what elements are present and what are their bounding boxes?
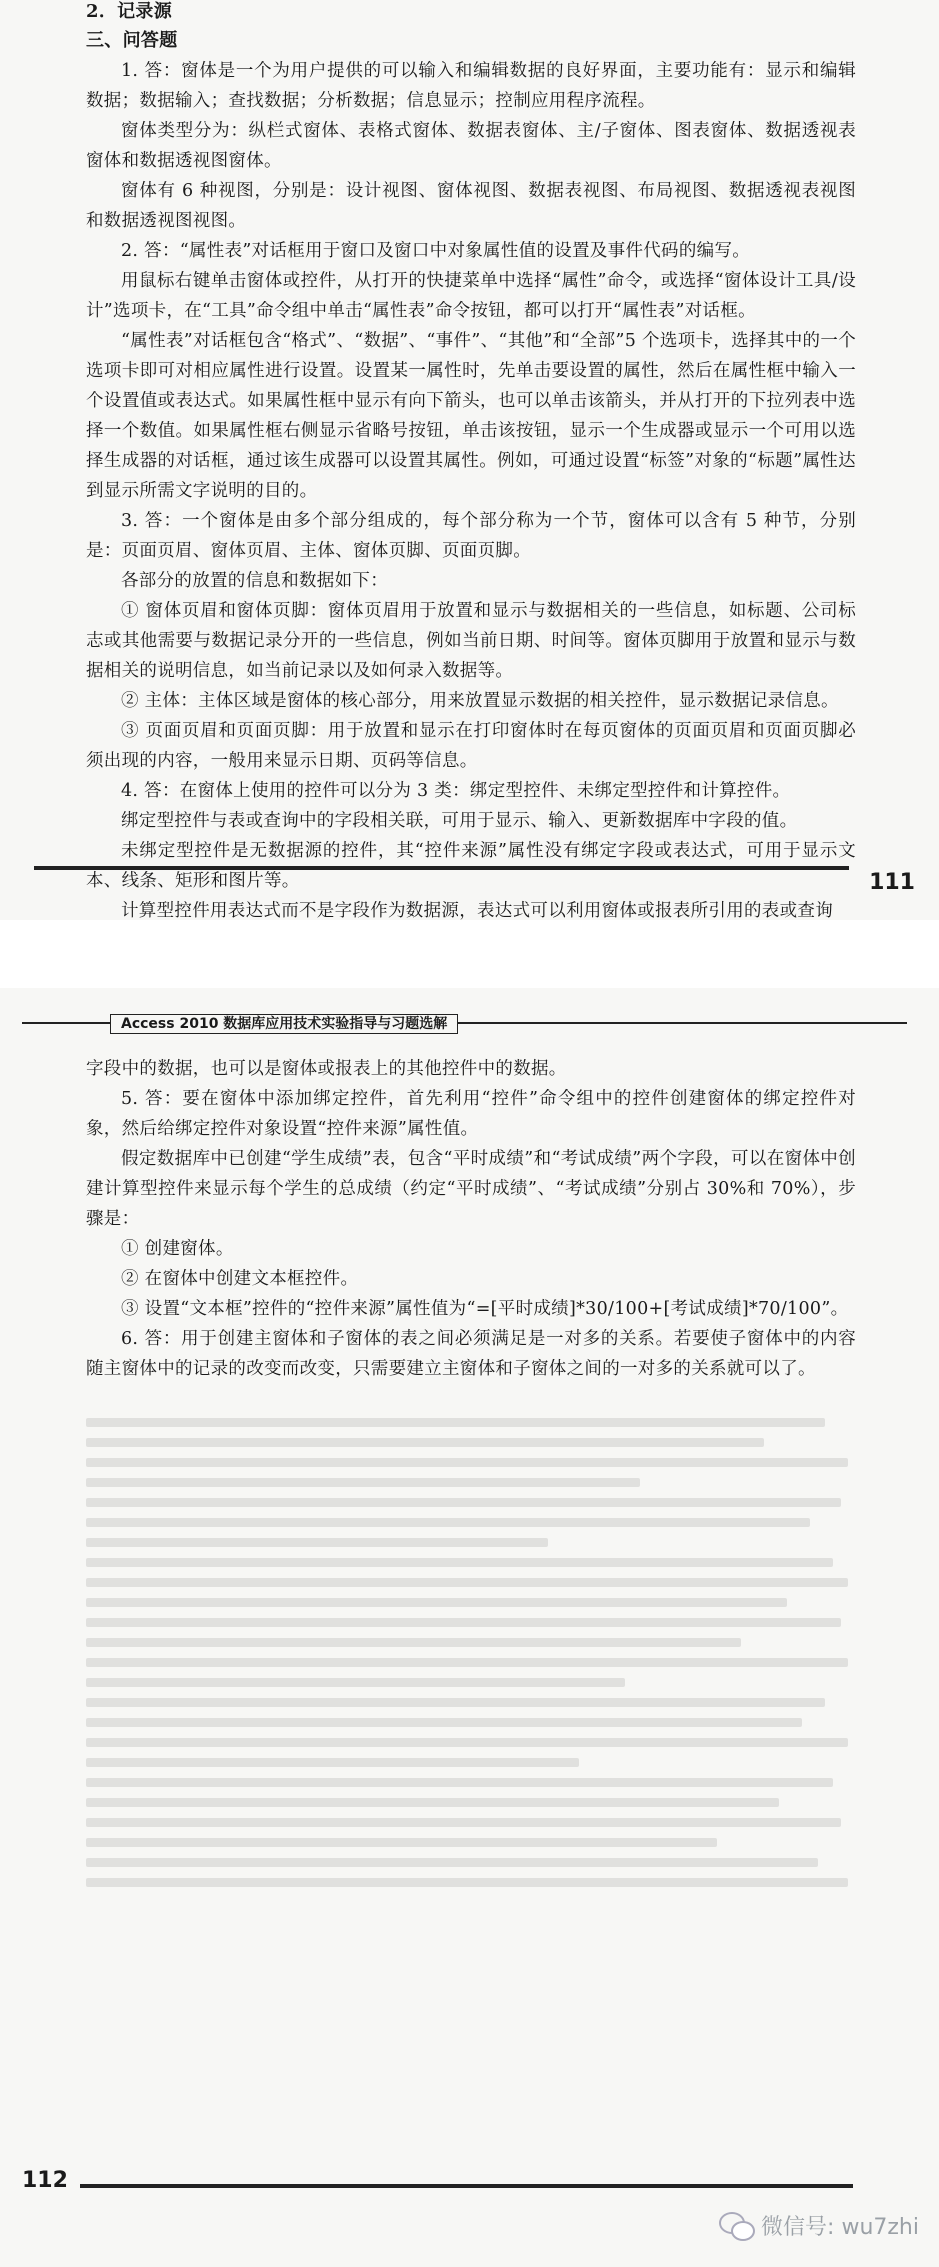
header-title: Access 2010 数据库应用技术实验指导与习题选解 [110,1014,458,1034]
paragraph: “属性表”对话框包含“格式”、“数据”、“事件”、“其他”和“全部”5 个选项卡，选择其中的一个选项卡即可对相应属性进行设置。设置某一属性时，先单击要设置的属性，然后在属性框中输入一个设置值或表达式。如果属性框中显示有向下箭头，也可以单击该箭头，并从打开的下拉列表中选择一个数值。如果属性框右侧显示省略号按钮，单击该按钮，显示一个生成器或显示一个可用以选择生成器的对话框，通过该生成器可以设置其属性。例如，可通过设置“标签”对象的“标题”属性达到显示所需文字说明的目的。 [86,331,856,501]
paragraph: ② 主体：主体区域是窗体的核心部分，用来放置显示数据的相关控件，显示数据记录信息。 [121,691,839,711]
footer-rule [34,866,849,870]
page-111 [0,0,939,920]
bleed-through-texture [86,1408,856,2148]
paragraph: 绑定型控件与表或查询中的字段相关联，可用于显示、输入、更新数据库中字段的值。 [121,811,798,831]
paragraph: 4. 答：在窗体上使用的控件可以分为 3 类：绑定型控件、未绑定型控件和计算控件。 [121,781,791,801]
page-number: 111 [869,870,915,895]
paragraph: ① 创建窗体。 [121,1239,234,1259]
heading-partial: 2．记录源 [86,1,173,22]
paragraph: 6. 答：用于创建主窗体和子窗体的表之间必须满足是一对多的关系。若要使子窗体中的内容随主窗体中的记录的改变而改变，只需要建立主窗体和子窗体之间的一对多的关系就可以了。 [86,1329,856,1379]
page-112 [0,988,939,2267]
paragraph: 2. 答：“属性表”对话框用于窗口及窗口中对象属性值的设置及事件代码的编写。 [121,241,751,261]
paragraph: 5. 答：要在窗体中添加绑定控件，首先利用“控件”命令组中的控件创建窗体的绑定控件对象，然后给绑定控件对象设置“控件来源”属性值。 [86,1089,856,1139]
paragraph: ① 窗体页眉和窗体页脚：窗体页眉用于放置和显示与数据相关的一些信息，如标题、公司标志或其他需要与数据记录分开的一些信息，例如当前日期、时间等。窗体页脚用于放置和显示与数据相关的说明信息，如当前记录以及如何录入数据等。 [86,601,856,681]
page-111-text [86,1,856,926]
watermark-text: 微信号: wu7zhi [761,2215,919,2240]
paragraph: 窗体有 6 种视图，分别是：设计视图、窗体视图、数据表视图、布局视图、数据透视表视图和数据透视图视图。 [86,181,856,231]
paragraph: ② 在窗体中创建文本框控件。 [121,1269,359,1289]
paragraph: 3. 答：一个窗体是由多个部分组成的，每个部分称为一个节，窗体可以含有 5 种节，分别是：页面页眉、窗体页眉、主体、窗体页脚、页面页脚。 [86,511,856,561]
page-112-text [86,1054,856,1384]
paragraph: 用鼠标右键单击窗体或控件，从打开的快捷菜单中选择“属性”命令，或选择“窗体设计工具/设计”选项卡，在“工具”命令组中单击“属性表”命令按钮，都可以打开“属性表”对话框。 [86,271,856,321]
wechat-icon [719,2212,753,2240]
paragraph: 窗体类型分为：纵栏式窗体、表格式窗体、数据表窗体、主/子窗体、图表窗体、数据透视表窗体和数据透视图窗体。 [86,121,856,171]
section-heading: 三、问答题 [86,30,178,51]
paragraph: 各部分的放置的信息和数据如下： [121,571,388,591]
paragraph: 字段中的数据，也可以是窗体或报表上的其他控件中的数据。 [86,1059,567,1079]
footer-rule [80,2184,853,2188]
paragraph: ③ 设置“文本框”控件的“控件来源”属性值为“=[平时成绩]*30/100+[考试成绩]*70/100”。 [121,1299,849,1319]
paragraph: 计算型控件用表达式而不是字段作为数据源，表达式可以利用窗体或报表所引用的表或查询 [121,901,833,921]
paragraph: 假定数据库中已创建“学生成绩”表，包含“平时成绩”和“考试成绩”两个字段，可以在窗体中创建计算型控件来显示每个学生的总成绩（约定“平时成绩”、“考试成绩”分别占 30%和 70%），步骤是： [86,1149,856,1229]
paragraph: ③ 页面页眉和页面页脚：用于放置和显示在打印窗体时在每页窗体的页面页眉和页面页脚必须出现的内容，一般用来显示日期、页码等信息。 [86,721,856,771]
running-header [22,1014,907,1032]
paragraph: 未绑定型控件是无数据源的控件，其“控件来源”属性没有绑定字段或表达式，可用于显示文本、线条、矩形和图片等。 [86,841,856,891]
page-number: 112 [22,2168,68,2193]
watermark [719,2210,919,2241]
paragraph: 1. 答：窗体是一个为用户提供的可以输入和编辑数据的良好界面，主要功能有：显示和编辑数据；数据输入；查找数据；分析数据；信息显示；控制应用程序流程。 [86,61,856,111]
